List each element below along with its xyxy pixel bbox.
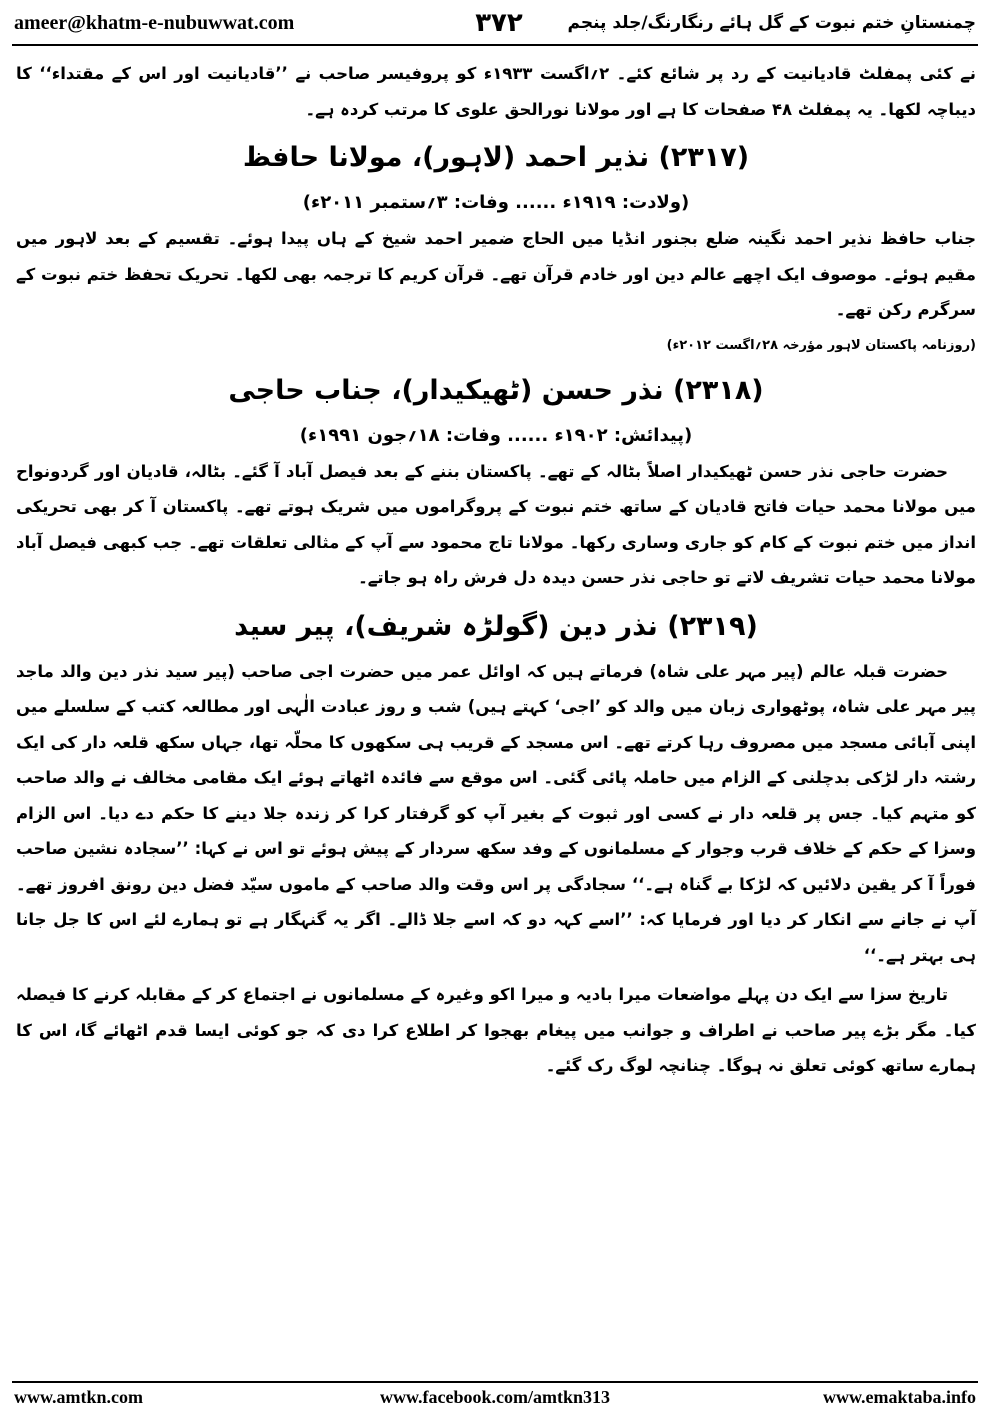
- footer-link-facebook[interactable]: www.facebook.com/amtkn313: [380, 1387, 610, 1407]
- intro-paragraph: نے کئی پمفلٹ قادیانیت کے رد پر شائع کئے۔ ۲؍اگست ۱۹۳۳ء کو پروفیسر صاحب نے ’’قادیانیت اور اس کے مقتداء‘‘ کا دیباچہ لکھا۔ یہ پمفلٹ ۴۸ صفحات کا ہے اور مولانا نورالحق علوی کا مرتب کردہ ہے۔: [16, 64, 977, 119]
- footer-divider: [12, 1381, 978, 1383]
- entry-2318: [16, 366, 976, 596]
- entry-paragraph: تاریخ سزا سے ایک دن پہلے مواضعات میرا بادیہ و میرا اکو وغیرہ کے مسلمانوں نے اجتماع کر کے مقابلہ کرنے کا فیصلہ کیا۔ مگر بڑے پیر صاحب نے اطراف و جوانب میں پیغام بھجوا کر اطلاع کرا دی کہ جو کوئی ایسا قدم اٹھائے گا، اس کا ہمارے ساتھ کوئی تعلق نہ ہوگا۔ چنانچہ لوگ رک گئے۔: [16, 985, 976, 1075]
- page-header: [14, 6, 976, 42]
- entry-2317: [16, 133, 976, 360]
- header-divider: [12, 44, 978, 46]
- entry-paragraph: حضرت حاجی نذر حسن ٹھیکیدار اصلاً بٹالہ کے تھے۔ پاکستان بننے کے بعد فیصل آباد آ گئے۔ بٹالہ، قادیان اور گردونواح میں مولانا محمد حیات فاتح قادیان کے ساتھ ختم نبوت کے پروگراموں میں شریک ہوتے تھے۔ پاکستان آ کر بھی تحریکی انداز میں ختم نبوت کے کام کو جاری وساری رکھا۔ مولانا تاج محمود سے آپ کے مثالی تعلقات تھے۔ جب کبھی فیصل آباد مولانا محمد حیات تشریف لاتے تو حاجی نذر حسن دیدہ دل فرش راہ ہو جاتے۔: [16, 461, 976, 587]
- page-body: [16, 56, 976, 1088]
- page-footer: [14, 1387, 976, 1413]
- entry-heading: (۲۳۱۸) نذر حسن (ٹھیکیدار)، جناب حاجی: [228, 374, 764, 406]
- page-number: ۳۷۲: [475, 8, 523, 38]
- entry-dates: (ولادت: ۱۹۱۹ء ...... وفات: ۳؍ستمبر ۲۰۱۱ء): [302, 192, 690, 213]
- footer-link-amtkn[interactable]: www.amtkn.com: [14, 1387, 143, 1407]
- entry-paragraph: جناب حافظ نذیر احمد نگینہ ضلع بجنور انڈیا میں الحاج ضمیر احمد شیخ کے ہاں پیدا ہوئے۔ تقسیم کے بعد لاہور میں مقیم ہوئے۔ موصوف ایک اچھے عالم دین اور خادم قرآن تھے۔ قرآن کریم کا ترجمہ بھی لکھا۔ تحریک تحفظ ختم نبوت کے سرگرم رکن تھے۔: [16, 229, 976, 319]
- entry-source: (روزنامہ پاکستان لاہور مؤرخہ ۲۸؍اگست ۲۰۱۲ء): [666, 337, 976, 353]
- footer-link-emaktaba[interactable]: www.emaktaba.info: [822, 1387, 976, 1407]
- entry-dates: (پیدائش: ۱۹۰۲ء ...... وفات: ۱۸؍جون ۱۹۹۱ء): [299, 424, 693, 446]
- book-title: چمنستانِ ختم نبوت کے گل ہائے رنگارنگ/جلد پنجم: [567, 13, 976, 33]
- entry-paragraph: حضرت قبلہ عالم (پیر مہر علی شاہ) فرماتے ہیں کہ اوائل عمر میں حضرت اجی صاحب (پیر سید نذر دین والد ماجد پیر مہر علی شاہ، پوٹھواری زبان میں والد کو ’اجی‘ کہتے ہیں) شب و روز عبادت الٰہی اور مطالعہ کتب کے سلسلے میں اپنی آبائی مسجد میں مصروف رہا کرتے تھے۔ اس مسجد کے قریب ہی سکھوں کا محلّہ تھا، جہاں سکھ قلعہ دار کی ایک رشتہ دار لڑکی بدچلنی کے الزام میں حاملہ پائی گئی۔ اس موقع سے فائدہ اٹھاتے ہوئے ایک مقامی مخالف نے والد صاحب کو متہم کیا۔ جس پر قلعہ دار نے کسی اور ثبوت کے بغیر آپ کو گرفتار کرا کر زندہ جلا دینے کا حکم دے دیا۔ اس الزام وسزا کے حکم کے خلاف قرب وجوار کے مسلمانوں کے وفد سکھ سردار کے پیش ہوئے تو اس نے کہا: ’’سجادہ نشین صاحب فوراً آ کر یقین دلائیں کہ لڑکا بے گناہ ہے۔‘‘ سجادگی پر اس وقت والد صاحب کے ماموں سیّد فضل دین رونق افروز تھے۔ آپ نے جانے سے انکار کر دیا اور فرمایا کہ: ’’اسے کہہ دو کہ اسے جلا ڈالے۔ اگر یہ گنہگار ہے تو ہمارے لئے اس کا جل جانا ہی بہتر ہے۔‘‘: [16, 661, 976, 965]
- entry-2319: [16, 602, 976, 1084]
- entry-heading: (۲۳۱۷) نذیر احمد (لاہور)، مولانا حافظ: [242, 142, 750, 173]
- entry-heading: (۲۳۱۹) نذر دین (گولڑہ شریف)، پیر سید: [234, 610, 758, 642]
- header-email: ameer@khatm-e-nubuwwat.com: [14, 12, 295, 34]
